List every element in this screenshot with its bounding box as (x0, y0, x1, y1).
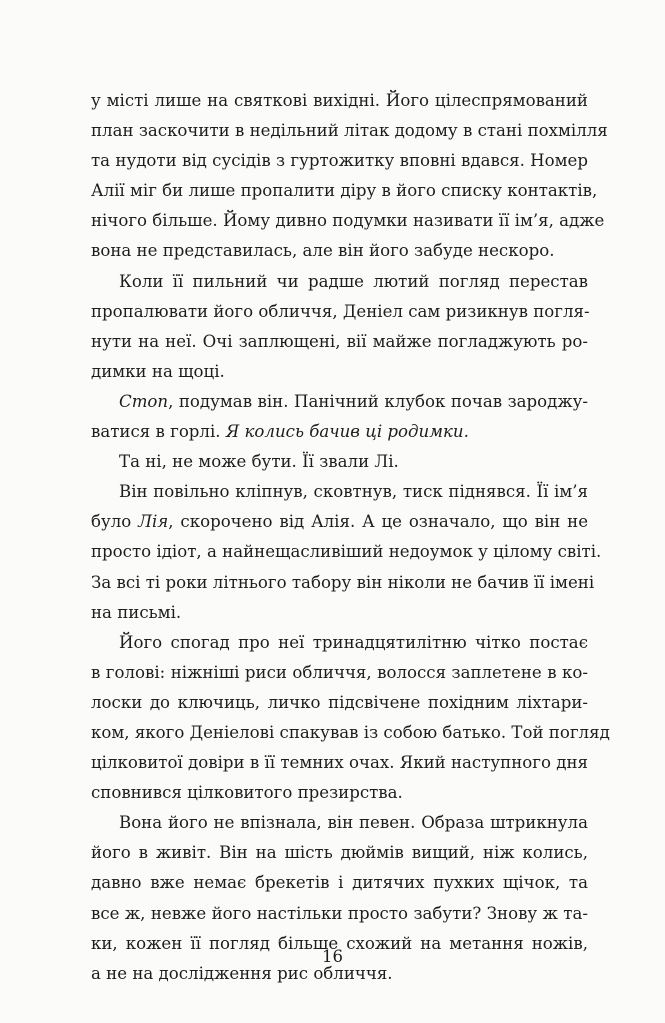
text-span: сповнився цілковитого презирства. (91, 783, 403, 803)
text-line (91, 658, 588, 688)
text-span: Його спогад про неї тринадцятилітню чітко постає (119, 632, 588, 652)
text-span: пропалювати його обличчя, Деніел сам ризикнув погля- (91, 301, 590, 321)
page-number: 16 (322, 947, 343, 966)
text-span: лоски до ключиць, личко підсвічене похідним ліхтари- (91, 692, 588, 712)
text-span: ватися в горлі. (91, 422, 226, 442)
text-span: нічого більше. Йому дивно подумки називати її ім’я, адже (91, 211, 605, 231)
italic-text: Я колись бачив ці родимки. (225, 422, 469, 442)
text-span: у місті лише на святкові вихідні. Його цілеспрямований (91, 91, 588, 110)
text-span: нути на неї. Очі заплющені, вії майже погладжують ро- (91, 331, 588, 351)
text-line (91, 899, 588, 929)
body-text (91, 86, 610, 989)
text-span: давно вже немає брекетів і дитячих пухких щічок, та (91, 873, 588, 893)
text-span: все ж, невже його настільки просто забути? Знову ж та- (91, 903, 588, 923)
text-span: Вона його не впізнала, він певен. Образа штрикнула (119, 813, 588, 833)
text-line (91, 808, 588, 838)
text-line (91, 417, 588, 447)
text-span: ки, кожен її погляд більше схожий на метання ножів, (91, 933, 588, 953)
text-line (91, 507, 588, 537)
text-line (91, 86, 588, 116)
text-line (91, 778, 588, 808)
text-line (91, 267, 588, 297)
text-line (91, 206, 605, 236)
text-line (91, 688, 588, 718)
text-span: вона не представилась, але він його забуде нескоро. (91, 241, 555, 261)
text-line (91, 748, 588, 778)
text-line (91, 327, 588, 357)
text-line (91, 387, 588, 417)
text-line (91, 297, 588, 327)
text-span: було (91, 512, 139, 532)
italic-text: Стоп (119, 391, 169, 411)
text-span: в голові: ніжніші риси обличчя, волосся заплетене в ко- (91, 662, 588, 682)
text-span: план заскочити в недільний літак додому в стані похмілля (91, 121, 608, 141)
italic-text: Лія (138, 512, 169, 532)
text-line (91, 868, 588, 898)
text-span: та нудоти від сусідів з гуртожитку вповні вдався. Номер (91, 151, 588, 171)
text-span: цілковитої довіри в її темних очах. Який наступного дня (91, 753, 588, 773)
text-span: а не на дослідження рис обличчя. (91, 963, 393, 983)
text-span: на письмі. (91, 602, 182, 622)
text-line (91, 718, 610, 748)
text-line (91, 116, 608, 146)
text-line (91, 146, 588, 176)
text-span: , подумав він. Панічний клубок почав зароджу- (168, 391, 588, 411)
text-line (91, 477, 588, 507)
text-line (91, 447, 588, 477)
text-line (91, 357, 588, 387)
text-line (91, 176, 598, 206)
text-line (91, 537, 602, 567)
text-span: Алії міг би лише пропалити діру в його списку контактів, (91, 181, 598, 201)
text-line (91, 838, 588, 868)
text-line (91, 628, 588, 658)
text-span: За всі ті роки літнього табору він ніколи не бачив її імені (91, 572, 595, 592)
text-line (91, 568, 595, 598)
text-span: просто ідіот, а найнещасливіший недоумок у цілому світі. (91, 542, 602, 562)
text-span: Він повільно кліпнув, сковтнув, тиск піднявся. Її ім’я (119, 482, 588, 502)
text-span: Коли її пильний чи радше лютий погляд перестав (119, 271, 588, 291)
text-line (91, 236, 588, 266)
text-span: Та ні, не може бути. Її звали Лі. (119, 452, 399, 472)
text-span: , скорочено від Алія. А це означало, що він не (168, 512, 589, 532)
text-span: ком, якого Деніелові спакував із собою батько. Той погляд (91, 722, 610, 742)
text-line (91, 598, 588, 628)
text-span: димки на щоці. (91, 361, 225, 381)
text-span: його в живіт. Він на шість дюймів вищий, ніж колись, (91, 843, 588, 863)
